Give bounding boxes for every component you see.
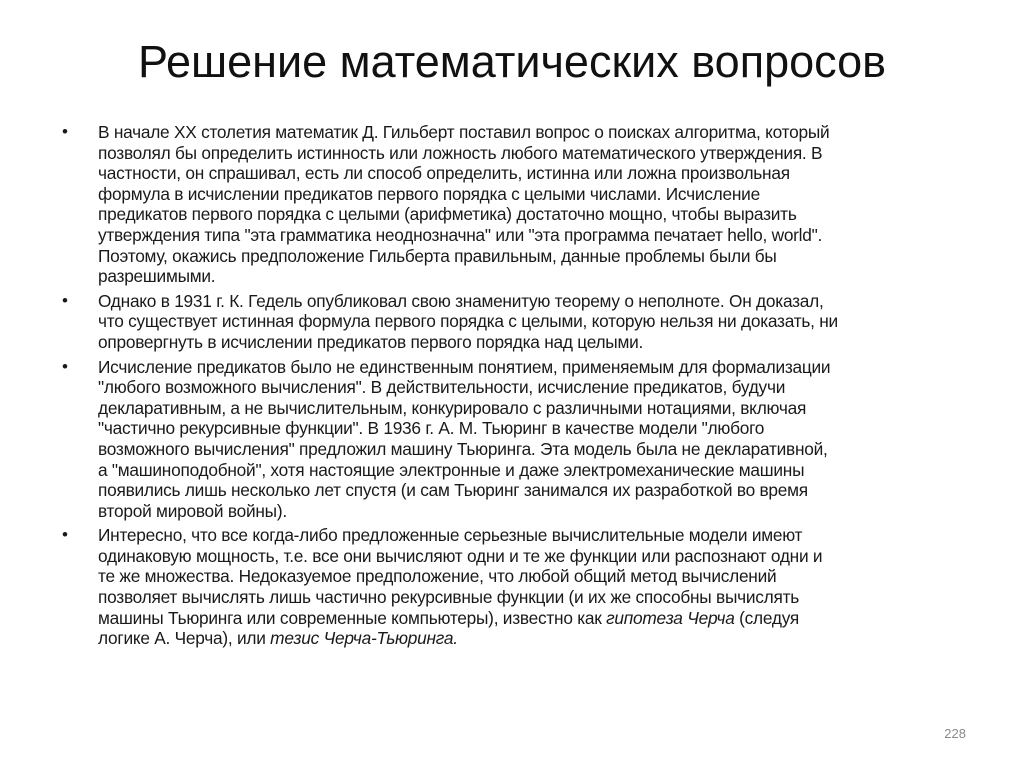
- text-line: декларативным, а не вычислительным, конкурировало с различными нотациями, включая: [98, 397, 807, 418]
- bullet-item: [62, 357, 982, 522]
- text-line: частности, он спрашивал, есть ли способ определить, истинна или ложна произвольная: [98, 163, 790, 184]
- text-line: возможного вычисления" предложил машину Тьюринга. Эта модель была не декларативной,: [98, 438, 828, 459]
- bullet-dot-icon: •: [62, 290, 68, 310]
- text-line: второй мировой войны).: [98, 500, 287, 521]
- bullet-item: [62, 525, 982, 649]
- text-line: появились лишь несколько лет спустя (и сам Тьюринг занимался их разработкой во время: [98, 480, 808, 501]
- text-line: Однако в 1931 г. К. Гедель опубликовал свою знаменитую теорему о неполноте. Он доказал,: [98, 290, 824, 311]
- bullet-dot-icon: •: [62, 525, 68, 545]
- text-line: Поэтому, окажись предположение Гильберта правильным, данные проблемы были бы: [98, 245, 777, 266]
- text-line: позволял бы определить истинность или ложность любого математического утверждения. В: [98, 142, 823, 163]
- slide-title: Решение математических вопросов: [137, 36, 887, 87]
- text-line: позволяет вычислять лишь частично рекурсивные функции (и их же способны вычислять: [98, 587, 800, 608]
- text-line: [98, 628, 982, 649]
- text-line: опровергнуть в исчислении предикатов первого порядка над целыми.: [98, 331, 644, 352]
- text-line: предикатов первого порядка с целыми (арифметика) достаточно мощно, чтобы выразить: [98, 204, 797, 225]
- text-segment: машины Тьюринга или современные компьютеры), известно как: [98, 607, 607, 628]
- bullet-dot-icon: •: [62, 122, 68, 141]
- text-line: те же множества. Недоказуемое предположение, что любой общий метод вычислений: [98, 566, 777, 587]
- text-line: формула в исчислении предикатов первого порядка с целыми числами. Исчисление: [98, 183, 760, 204]
- text-line: Исчисление предикатов было не единственным понятием, применяемым для формализации: [98, 356, 831, 377]
- text-line: В начале XX столетия математик Д. Гильберт поставил вопрос о поисках алгоритма, который: [98, 122, 830, 142]
- text-line: что существует истинная формула первого порядка с целыми, которую нельзя ни доказать, ни: [98, 311, 838, 332]
- text-line: одинаковую мощность, т.е. все они вычисляют одни и те же функции или распознают одни и: [98, 545, 823, 566]
- bullet-list: [62, 122, 982, 653]
- text-line: Интересно, что все когда-либо предложенные серьезные вычислительные модели имеют: [98, 525, 803, 546]
- bullet-item: [62, 291, 982, 353]
- text-line: "частично рекурсивные функции". В 1936 г. А. М. Тьюринг в качестве модели "любого: [98, 418, 765, 439]
- italic-term: гипотеза Черча: [606, 607, 735, 628]
- bullet-dot-icon: •: [62, 356, 68, 376]
- text-segment: (следуя: [734, 607, 800, 628]
- text-segment: логике А. Черча), или: [98, 628, 271, 649]
- text-line: "любого возможного вычисления". В действительности, исчисление предикатов, будучи: [98, 377, 786, 398]
- text-line: [98, 608, 982, 629]
- text-line: разрешимыми.: [98, 266, 216, 287]
- text-line: утверждения типа "эта грамматика неоднозначна" или "эта программа печатает hello, world".: [98, 224, 823, 245]
- italic-term: тезис Черча-Тьюринга.: [270, 628, 458, 649]
- bullet-item: [62, 122, 982, 287]
- text-line: а "машиноподобной", хотя настоящие электронные и даже электромеханические машины: [98, 459, 805, 480]
- page-number: 228: [944, 726, 966, 741]
